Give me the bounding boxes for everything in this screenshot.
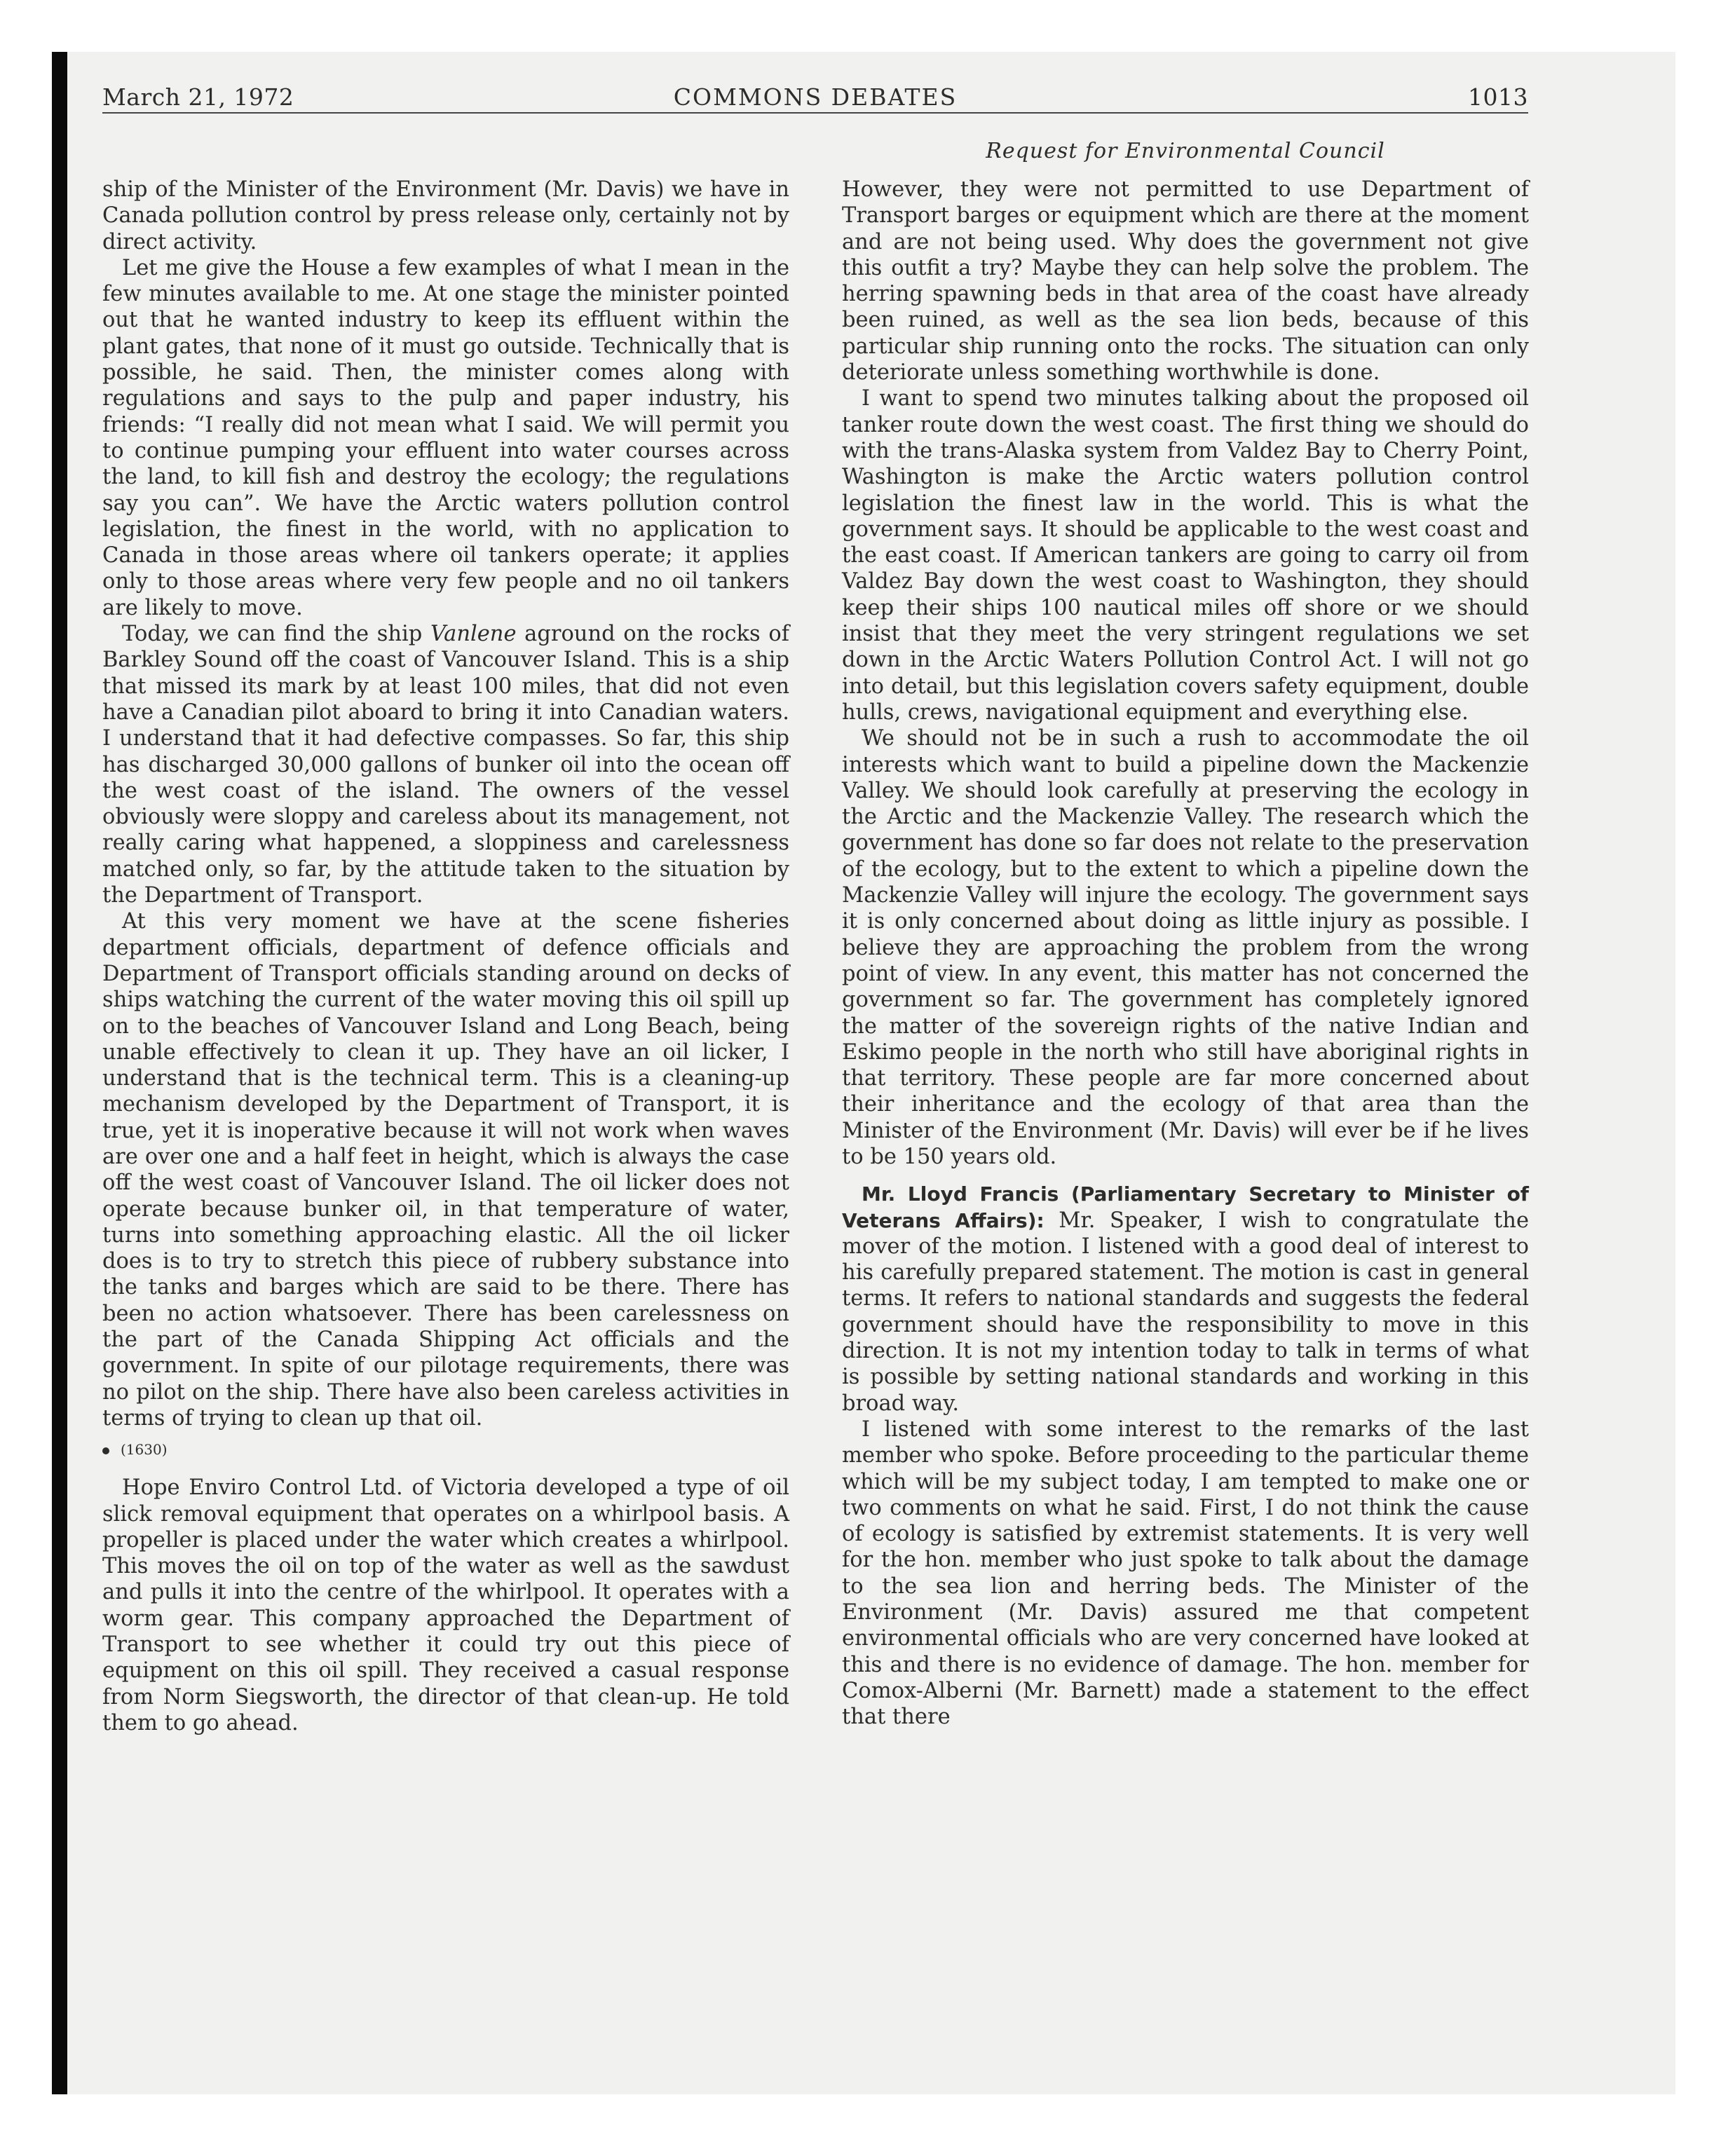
paragraph: [102, 621, 789, 908]
paragraph: ship of the Minister of the Environment (Mr. Davis) we have in Canada pollution control by press release only, certainly not by direct activity.: [102, 177, 789, 254]
right-column: [842, 177, 1529, 1731]
ship-name: Vanlene: [430, 622, 517, 647]
speaker-name: Mr. Lloyd Francis (Parliamentary Secretary to Minister of Veterans Affairs):: [842, 1182, 1529, 1232]
paragraph: At this very moment we have at the scene fisheries department officials, department of defence officials and Department of Transport officials standing around on decks of ships watching the current of the water moving this oil spill up on to the beaches of Vancouver Island and Long Beach, being unable effectively to clean it up. They have an oil licker, I understand that is the technical term. This is a cleaning-up mechanism developed by the Department of Transport, it is true, yet it is inoperative because it will not work when waves are over one and a half feet in height, which is always the case off the west coast of Vancouver Island. The oil licker does not operate because bunker oil, in that temperature of water, turns into something approaching elastic. All the oil licker does is to try to stretch this piece of rubbery substance into the tanks and barges which are said to be there. There has been no action whatsoever. There has been carelessness on the part of the Canada Shipping Act officials and the government. In spite of our pilotage requirements, there was no pilot on the ship. There have also been careless activities in terms of trying to clean up that oil.: [102, 909, 789, 1431]
running-head: [102, 83, 1528, 114]
header-page-number: 1013: [1468, 83, 1528, 111]
left-column: [102, 177, 789, 1736]
speech-paragraph: [842, 1181, 1529, 1417]
paragraph: Let me give the House a few examples of what I mean in the few minutes available to me. At one stage the minister pointed out that he wanted industry to keep its effluent within the plant gates, that none of it must go outside. Technically that is possible, he said. Then, the minister comes along with regulations and says to the pulp and paper industry, his friends: “I really did not mean what I said. We will permit you to continue pumping your effluent into water courses across the land, to kill fish and destroy the ecology; the regulations say you can”. We have the Arctic waters pollution control legislation, the finest in the world, with no application to Canada in those areas where oil tankers operate; it applies only to those areas where very few people and no oil tankers are likely to move.: [102, 255, 789, 620]
paragraph-text: aground on the rocks of Barkley Sound off the coast of Vancouver Island. This is a ship that missed its mark by at least 100 miles, that did not even have a Canadian pilot aboard to bring it into Canadian waters. I understand that it had defective compasses. So far, this ship has discharged 30,000 gallons of bunker oil into the ocean off the west coast of the island. The owners of the vessel obviously were sloppy and careless about its management, not really caring what happened, a sloppiness and carelessness matched only, so far, by the attitude taken to the situation by the Department of Transport.: [102, 622, 789, 908]
paragraph: We should not be in such a rush to accommodate the oil interests which want to build a pipeline down the Mackenzie Valley. We should look carefully at preserving the ecology in the Arctic and the Mackenzie Valley. The research which the government has done so far does not relate to the preservation of the ecology, but to the extent to which a pipeline down the Mackenzie Valley will injure the ecology. The government says it is only concerned about doing as little injury as possible. I believe they are approaching the problem from the wrong point of view. In any event, this matter has not concerned the government so far. The government has completely ignored the matter of the sovereign rights of the native Indian and Eskimo people in the north who still have aboriginal rights in that territory. These people are far more concerned about their inheritance and the ecology of that area than the Minister of the Environment (Mr. Davis) will ever be if he lives to be 150 years old.: [842, 726, 1529, 1169]
section-heading: Request for Environmental Council: [986, 139, 1385, 163]
time-marker: [102, 1440, 789, 1459]
header-date: March 21, 1972: [102, 83, 294, 111]
scan-binding-edge: [52, 52, 67, 2094]
paragraph: However, they were not permitted to use Department of Transport barges or equipment which are there at the moment and are not being used. Why does the government not give this outfit a try? Maybe they can help solve the problem. The herring spawning beds in that area of the coast have already been ruined, as well as the sea lion beds, because of this particular ship running onto the rocks. The situation can only deteriorate unless something worthwhile is done.: [842, 177, 1529, 386]
paragraph-text: Mr. Speaker, I wish to congratulate the mover of the motion. I listened with a good deal of interest to his carefully prepared statement. The motion is cast in general terms. It refers to national standards and suggests the federal government should have the responsibility to move in this direction. It is not my intention today to talk in terms of what is possible by setting national standards and working in this broad way.: [842, 1208, 1530, 1416]
paragraph: I listened with some interest to the remarks of the last member who spoke. Before proceeding to the particular theme which will be my subject today, I am tempted to make one or two comments on what he said. First, I do not think the cause of ecology is satisfied by extremist statements. It is very well for the hon. member who just spoke to talk about the damage to the sea lion and herring beds. The Minister of the Environment (Mr. Davis) assured me that competent environmental officials who are very concerned have looked at this and there is no evidence of damage. The hon. member for Comox-Alberni (Mr. Barnett) made a statement to the effect that there: [842, 1417, 1529, 1730]
paragraph: I want to spend two minutes talking about the proposed oil tanker route down the west coast. The first thing we should do with the trans-Alaska system from Valdez Bay to Cherry Point, Washington is make the Arctic waters pollution control legislation the finest law in the world. This is what the government says. It should be applicable to the west coast and the east coast. If American tankers are going to carry oil from Valdez Bay down the west coast to Washington, they should keep their ships 100 nautical miles off shore or we should insist that they meet the very stringent regulations we set down in the Arctic Waters Pollution Control Act. I will not go into detail, but this legislation covers safety equipment, double hulls, crews, navigational equipment and everything else.: [842, 386, 1529, 725]
bullet-icon: [102, 1447, 109, 1454]
time-marker-text: (1630): [121, 1441, 168, 1459]
paragraph: Hope Enviro Control Ltd. of Victoria developed a type of oil slick removal equipment that operates on a whirlpool basis. A propeller is placed under the water which creates a whirlpool. This moves the oil on top of the water as well as the sawdust and pulls it into the centre of the whirlpool. It operates with a worm gear. This company approached the Department of Transport to see whether it could try out this piece of equipment on this oil spill. They received a casual response from Norm Siegsworth, the director of that clean-up. He told them to go ahead.: [102, 1475, 789, 1735]
paragraph-text: Today, we can find the ship: [122, 622, 430, 647]
header-title: COMMONS DEBATES: [673, 83, 958, 111]
